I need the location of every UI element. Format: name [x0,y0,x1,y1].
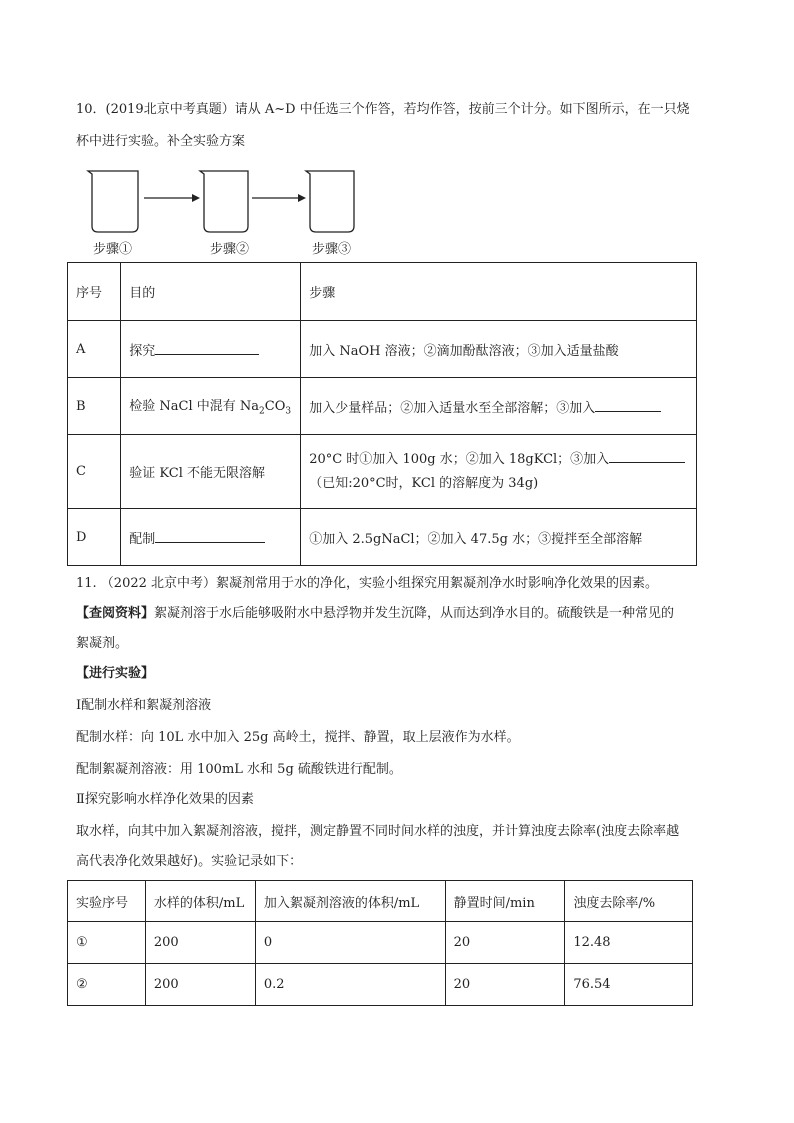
ref-text: 絮凝剂溶于水后能够吸附水中悬浮物并发生沉降，从而达到净水目的。硫酸铁是一种常见的 [154,606,675,621]
table-row [68,964,693,1006]
q11-table [67,880,693,1006]
step-note: （已知:20°C时，KCl 的溶解度为 34g) [309,475,539,491]
table-row [68,435,697,509]
step-label-1: 步骤① [93,242,133,257]
part-2-heading: Ⅱ探究影响水样净化效果的因素 [76,792,254,807]
beaker-3-icon [306,171,354,232]
header-cell: 静置时间/min [445,881,565,922]
row-id: B [68,378,121,435]
step-text: 20°C 时①加入 100g 水；②加入 18gKCl；③加入 [309,451,610,467]
row-purpose [121,321,301,378]
arrow-2-icon [252,194,306,202]
q11-ref-line [76,604,674,624]
desc-line-2: 高代表净化效果越好)。实验记录如下： [76,854,303,869]
cell: 200 [145,964,255,1006]
cell: 200 [145,922,255,964]
header-cell: 加入絮凝剂溶液的体积/mL [255,881,445,922]
cell: ① [68,922,146,964]
purpose-text: CO [264,399,286,415]
cell: ② [68,964,146,1006]
table-row [68,922,693,964]
header-cell: 水样的体积/mL [145,881,255,922]
purpose-text: 检验 NaCl 中混有 Na [129,399,260,415]
table-header-row [68,881,693,922]
row-id: D [68,509,121,566]
step-label-2: 步骤② [210,242,250,257]
q10-line-1: 10．(2019北京中考真题）请从 A~D 中任选三个作答，若均作答，按前三个计分。如下图所示，在一只烧 [76,102,690,117]
row-purpose [121,378,301,435]
row-step: 加入 NaOH 溶液；②滴加酚酞溶液；③加入适量盐酸 [301,321,697,378]
table-header-row [68,263,697,321]
q10-table [67,262,697,566]
row-purpose [121,509,301,566]
cell: 12.48 [565,922,693,964]
cell: 20 [445,964,565,1006]
table-row [68,378,697,435]
header-cell: 步骤 [301,263,697,321]
q11-ref-line-2: 絮凝剂。 [76,636,129,651]
arrow-1-icon [144,194,200,202]
exp-label: 【进行实验】 [76,666,155,681]
row-step [301,378,697,435]
prep-water: 配制水样：向 10L 水中加入 25g 高岭土，搅拌、静置，取上层液作为水样。 [76,730,520,745]
cell: 0.2 [255,964,445,1006]
answer-blank[interactable] [595,397,661,412]
q11-line-1: 11. （2022 北京中考）絮凝剂常用于水的净化，实验小组探究用絮凝剂净水时影响净化效果的因素。 [76,576,659,591]
desc-line-1: 取水样，向其中加入絮凝剂溶液，搅拌，测定静置不同时间水样的浊度，并计算浊度去除率(浊度去除率越 [76,824,680,839]
row-id: C [68,435,121,509]
q10-line-2: 杯中进行实验。补全实验方案 [76,134,246,149]
row-step: ①加入 2.5gNaCl；②加入 47.5g 水；③搅拌至全部溶解 [301,509,697,566]
cell: 20 [445,922,565,964]
beaker-diagram [80,168,370,238]
ref-label: 【查阅资料】 [76,606,155,621]
cell: 76.54 [565,964,693,1006]
table-row [68,321,697,378]
cell: 0 [255,922,445,964]
purpose-text: 探究 [129,343,156,359]
prep-floc: 配制絮凝剂溶液：用 100mL 水和 5g 硫酸铁进行配制。 [76,762,402,777]
beaker-1-icon [88,171,138,232]
answer-blank[interactable] [155,340,259,355]
part-1-heading: Ⅰ配制水样和絮凝剂溶液 [76,698,212,713]
row-id: A [68,321,121,378]
row-purpose: 验证 KCl 不能无限溶解 [121,435,301,509]
header-cell: 序号 [68,263,121,321]
table-row [68,509,697,566]
header-cell: 目的 [121,263,301,321]
header-cell: 实验序号 [68,881,146,922]
subscript: 3 [285,406,292,417]
beaker-2-icon [200,171,248,232]
header-cell: 浊度去除率/% [565,881,693,922]
step-label-3: 步骤③ [312,242,352,257]
purpose-text: 配制 [129,531,156,547]
answer-blank[interactable] [609,448,685,463]
answer-blank[interactable] [155,528,265,543]
step-text: 加入少量样品；②加入适量水至全部溶解；③加入 [309,400,596,416]
row-step [301,435,697,509]
subscript: 2 [259,406,265,417]
